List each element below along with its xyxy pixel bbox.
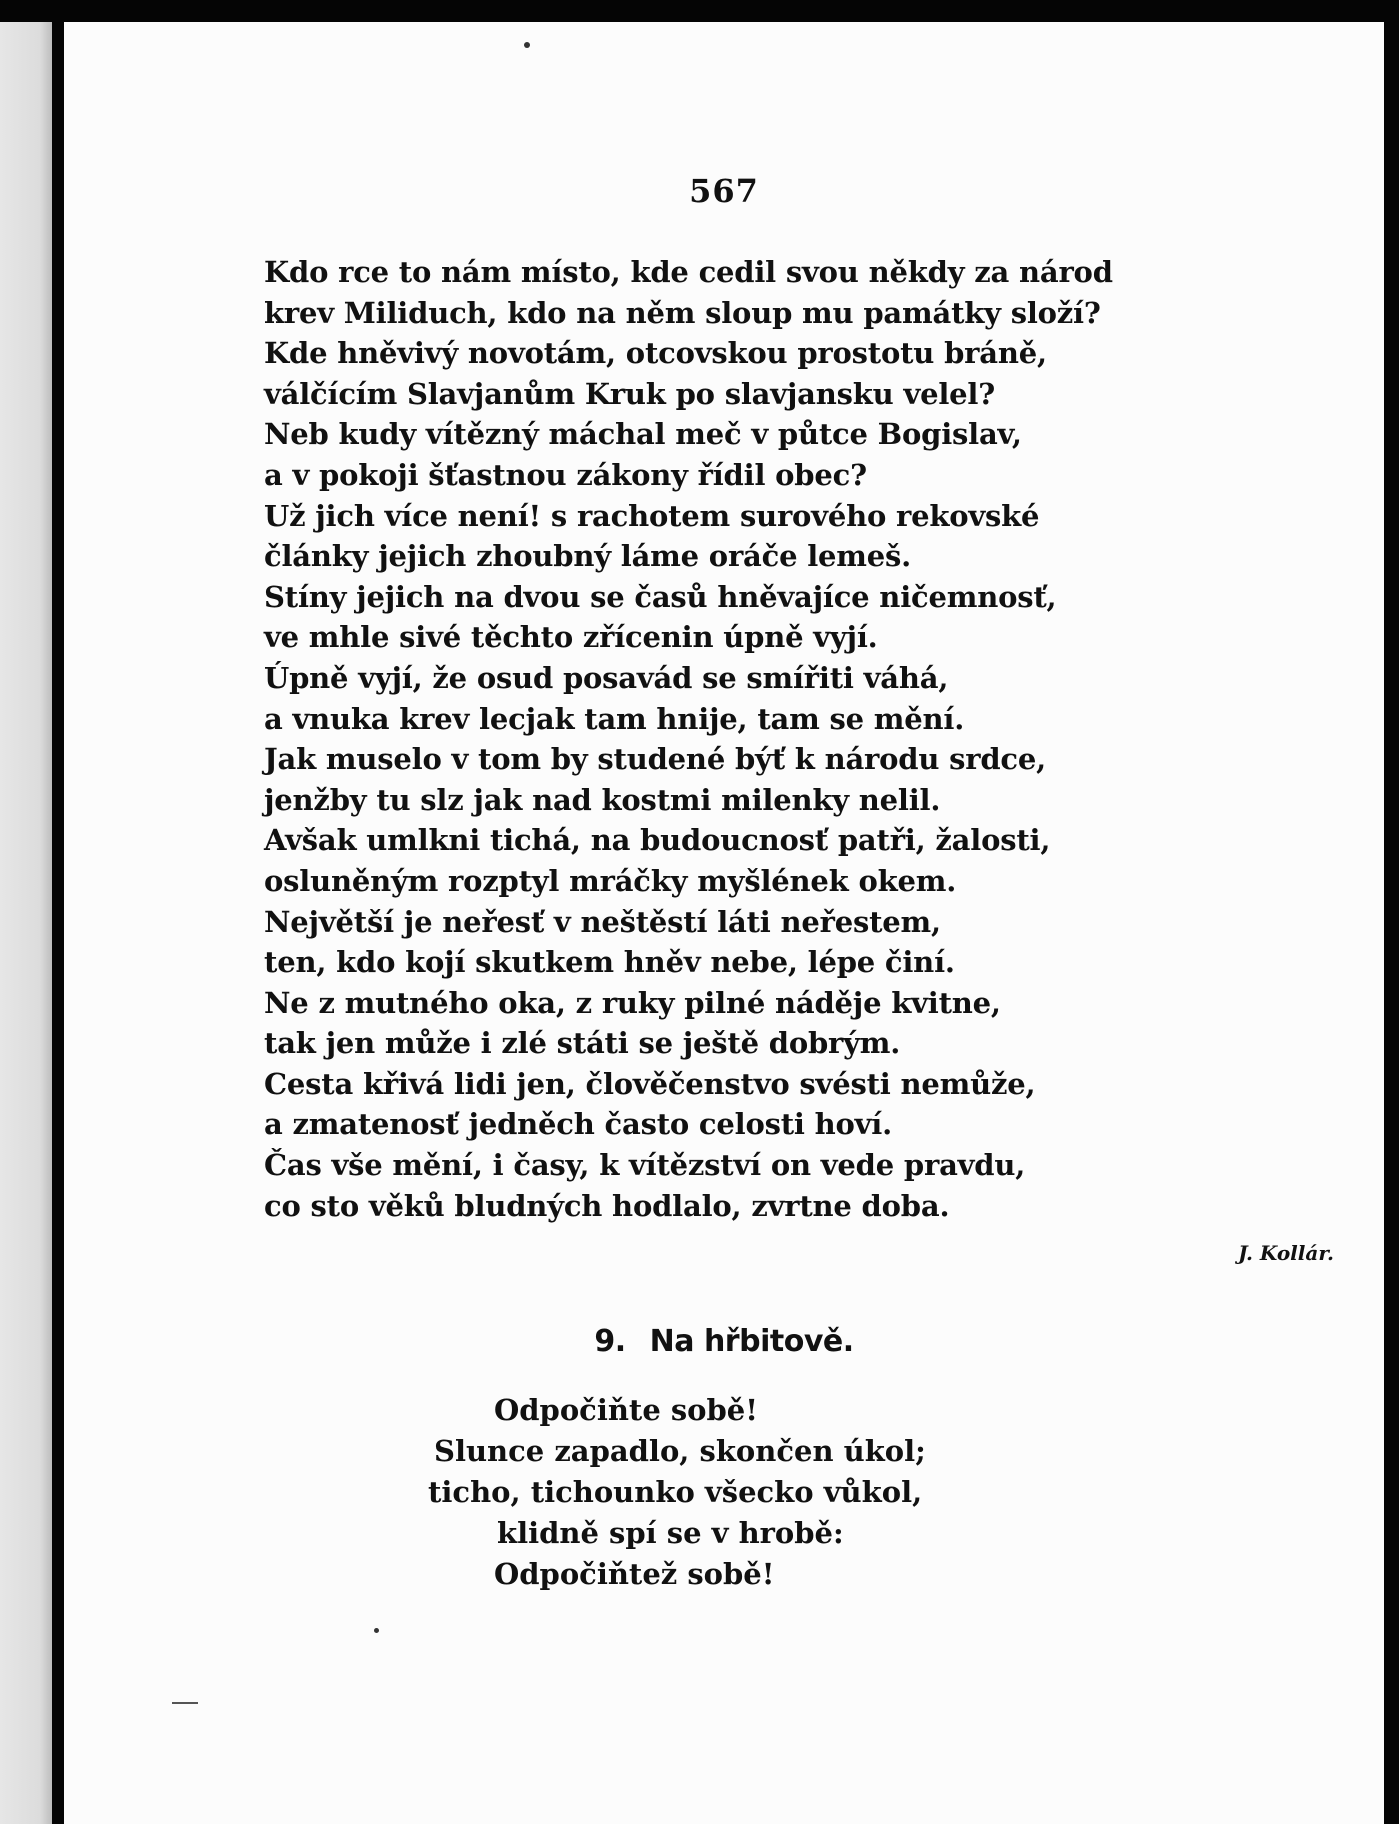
poem-author: J. Kollár. [1238, 1241, 1334, 1265]
poem-line: Neb kudy vítězný máchal meč v půtce Bogislav, [264, 417, 1022, 452]
poem-line: tak jen může i zlé státi se ještě dobrým. [264, 1026, 901, 1061]
poem-line: ticho, tichounko všecko vůkol, [428, 1475, 923, 1509]
poem-line: Čas vše mění, i časy, k vítězství on vede pravdu, [264, 1148, 1026, 1183]
poem-line: a zmatenosť jedněch často celosti hoví. [264, 1107, 893, 1142]
scan-mark [172, 1702, 198, 1704]
poem-line: Odpočiňtež sobě! [494, 1557, 775, 1591]
poem-line: Ne z mutného oka, z ruky pilné náděje kvitne, [264, 985, 1001, 1020]
poem-line: Slunce zapadlo, skončen úkol; [434, 1434, 926, 1468]
speck-mark [374, 1628, 379, 1633]
previous-page-edge [0, 22, 52, 1824]
poem-line: Avšak umlkni tichá, na budoucnosť patři, žalosti, [264, 823, 1051, 858]
page-number: 567 [689, 172, 759, 210]
poem-line: klidně spí se v hrobě: [497, 1516, 844, 1550]
poem-line: Cesta křivá lidi jen, člověčenstvo svésti nemůže, [264, 1066, 1036, 1101]
poem-line: a vnuka krev lecjak tam hnije, tam se mění. [264, 701, 965, 736]
poem-na-hrbitove [424, 1390, 1124, 1595]
poem-line: Jak muselo v tom by studené býť k národu srdce, [264, 742, 1047, 777]
poem-kollar [264, 252, 1344, 1226]
section-number: 9. [594, 1324, 626, 1359]
poem-line: Úpně vyjí, že osud posavád se smířiti váhá, [264, 660, 949, 695]
poem-line: krev Miliduch, kdo na něm sloup mu památky složí? [264, 295, 1101, 330]
poem-line: Kde hněvivý novotám, otcovskou prostotu bráně, [264, 336, 1047, 371]
poem-line: válčícím Slavjanům Kruk po slavjansku velel? [264, 376, 996, 411]
poem-line: co sto věků bludných hodlalo, zvrtne doba. [264, 1188, 950, 1223]
poem-line: ve mhle sivé těchto zřícenin úpně vyjí. [264, 620, 878, 655]
poem-line: Největší je neřesť v neštěstí láti neřestem, [264, 904, 941, 939]
poem-line: Odpočiňte sobě! [494, 1393, 758, 1427]
section-title: Na hřbitově. [649, 1324, 854, 1359]
poem-line: články jejich zhoubný láme oráče lemeš. [264, 539, 912, 574]
poem-line: osluněným rozptyl mráčky myšlének okem. [264, 863, 957, 898]
poem-line: jenžby tu slz jak nad kostmi milenky nelil. [264, 782, 941, 817]
speck-mark [524, 42, 530, 48]
poem-line: ten, kdo kojí skutkem hněv nebe, lépe činí. [264, 945, 955, 980]
poem-line: Už jich více není! s rachotem surového rekovské [264, 498, 1040, 533]
poem-line: a v pokoji šťastnou zákony řídil obec? [264, 457, 867, 492]
poem-line: Kdo rce to nám místo, kde cedil svou někdy za národ [264, 255, 1113, 289]
poem-line: Stíny jejich na dvou se časů hněvajíce ničemnosť, [264, 579, 1057, 614]
book-page [64, 22, 1384, 1824]
section-heading [64, 1324, 1384, 1359]
